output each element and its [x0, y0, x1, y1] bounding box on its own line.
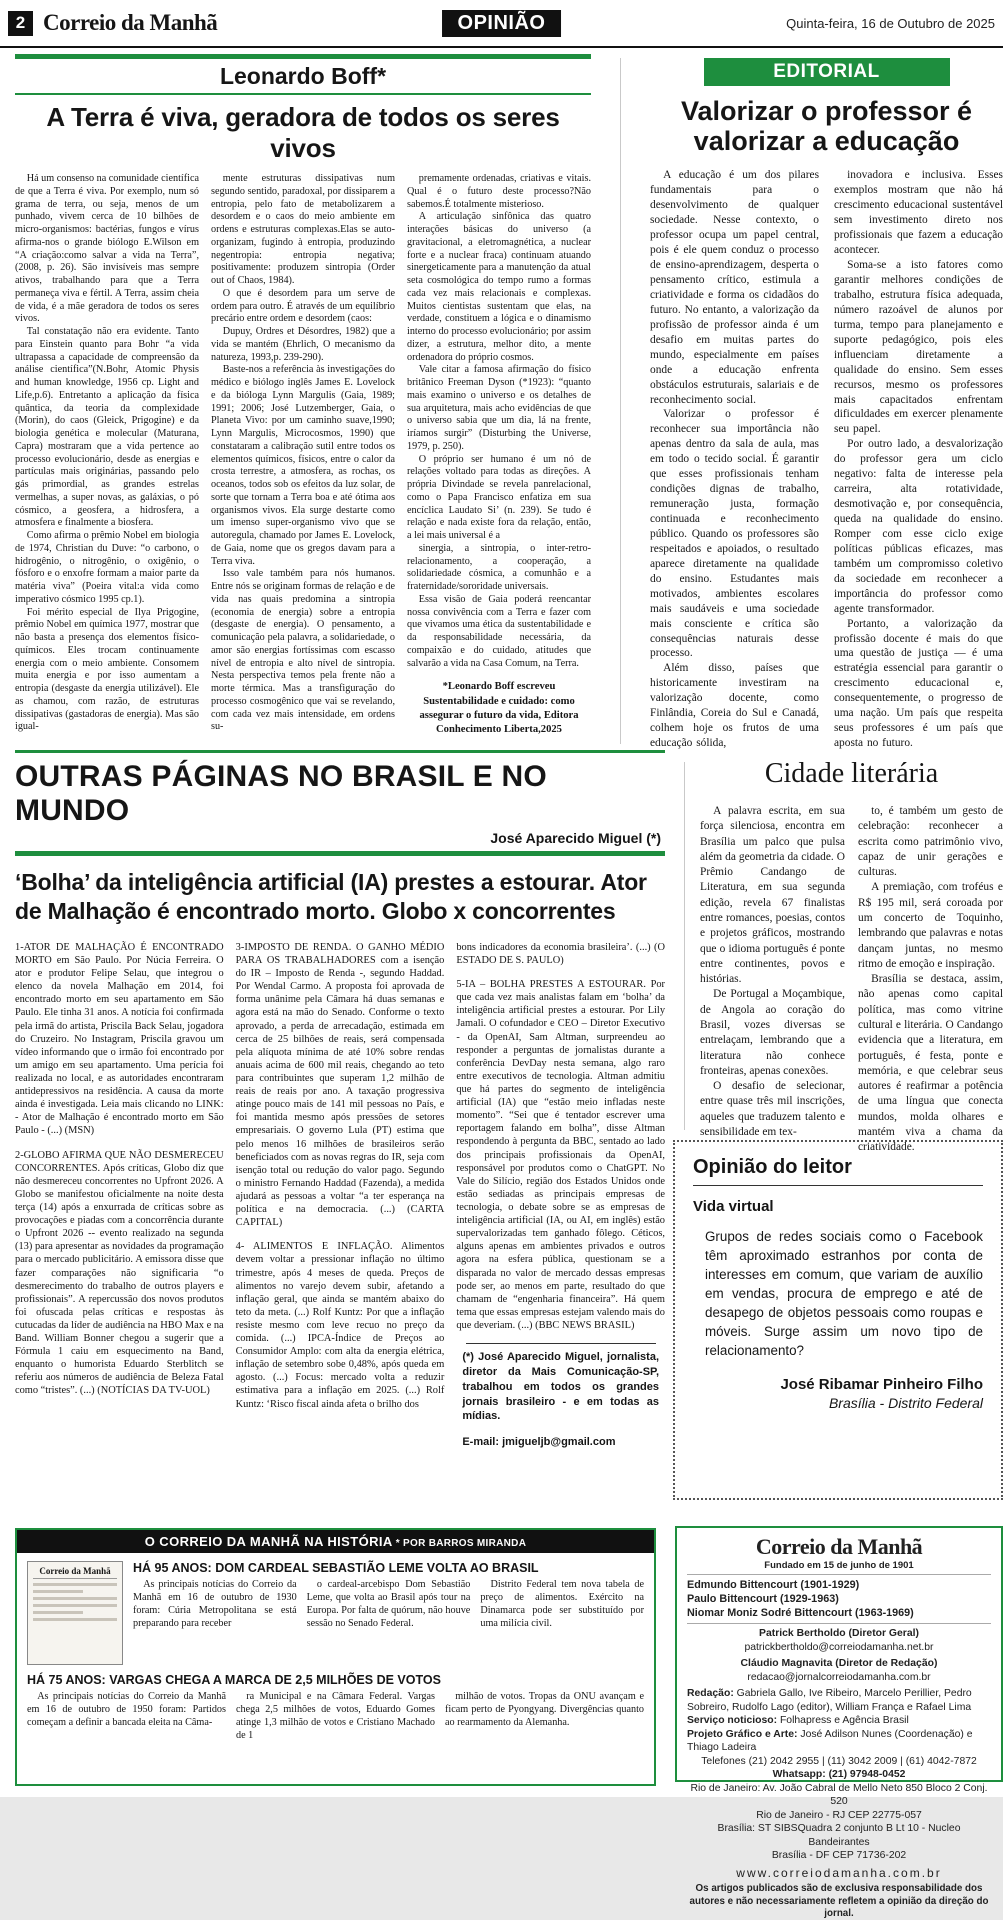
history-box-author: * POR BARROS MIRANDA: [392, 1538, 527, 1549]
green-rule: [15, 54, 591, 59]
editorial-headline: Valorizar o professor é valorizar a educação: [680, 96, 973, 157]
green-rule: [15, 93, 591, 95]
history-front-page-thumbnail: [27, 1561, 123, 1665]
article-column-text: bons indicadores da economia brasileira’. (...) (O ESTADO DE S. PAULO) 5-IA – BOLHA PRESTES A ESTOURAR. Por que cada vez mais analistas falam em ‘bolha’ da inteligência artificial prestes a estourar. Por Lily Jamali. O cofundador e CEO – Diretor Executivo - da OpenAI, Sam Altman, surpreendeu ao responder a perguntas de jornalistas durante a conferência DevDay nesta semana, algo raro entre executivos de tecnologia. Altman admitiu que há partes do segmento de inteligência artificial (IA) que “estão meio infladas neste momento”. “Sei que é tentador escrever uma reportagem falando em bolha”, disse Altman respondendo à pergunta da BBC, sentado ao lado dos principais profissionais da OpenAI, responsável por produtos como o ChatGPT. No Vale do Silício, região dos Estados Unidos onde estão sediadas as principais empresas de tecnologia, o debate sobre se as empresas de inteligência artificial (IA, ou AI, em inglês) estão supervalorizadas tem ganhado fôlego. Céticos, alguns apenas em ambientes privados e outros agora na esfera pública, questionam se a disparada no valor de mercado dessas empresas pode ser, ao menos em parte, resultado do que chamam de “engenharia financeira”. Há quem tema que essas empresas estejam valendo mais do que deveriam. (...) (BBC NEWS BRASIL): [456, 941, 666, 1331]
article-cidade-literaria: [700, 752, 1003, 1154]
masthead-address-bsb: Brasília: ST SIBSQuadra 2 conjunto B Lt 10 - Nucleo Bandeirantes: [717, 1823, 961, 1848]
edition-date: Quinta-feira, 16 de Outubro de 2025: [786, 15, 995, 31]
masthead-phones: Telefones (21) 2042 2955 | (11) 3042 2009 | (61) 4042-7872: [701, 1755, 977, 1767]
history-column: milhão de votos. Tropas da ONU avançam e ficam perto de Pyongyang. Divergências quanto ao rearmamento da Alemanha.: [445, 1691, 644, 1728]
thumbnail-texture: [33, 1597, 117, 1600]
masthead-brand: Correio da Manhã: [755, 1534, 923, 1559]
article-footnote: [456, 1350, 665, 1450]
masthead-design: Projeto Gráfico e Arte: José Adilson Nunes (Coordenação) e Thiago Ladeira: [687, 1728, 973, 1754]
article-column: [407, 173, 591, 785]
article-headline: ‘Bolha’ da inteligência artificial (IA) prestes a estourar. Ator de Malhação é encontrado morto. Globo x concorrentes: [15, 869, 647, 925]
green-rule: [15, 750, 665, 753]
article-column: mente estruturas dissipativas num segundo sentido, paradoxal, por dissiparem a entropia, pelo fato de metabolizarem a desordem e o caos do meio ambiente em ordens e estruturas complexas.Elas se auto-organizam, fugindo à entropia, produzindo negentropia: entropia negativa; positivamente: produzem sintropia (Order out of Chaos, 1984). O que é desordem para um serve de ordem para outro. É através de um equilíbrio precário entre ordem e desordem (caos: Dupuy, Ordres et Désordres, 1982) que a vida se mantém (Ehrlich, O mecanismo da natureza, 1993,p. 239-290). Baste-nos a referência às investigações do médico e biólogo inglês James E. Lovelock e da bióloga Lynn Margulis (Gaia, 1989; 1991; 2006; José Lutzemberger, Gaia, o Planeta Vivo: por um caminho suave,1990; Lynn Margulis, Microcosmos, 1990) que constataram a calibração sutil entre todos os elementos químicos, físicos, entre o calor da crosta terrestre, a atmosfera, as rochas, os oceanos, todos sob os efeitos da luz solar, de sorte que tornam a Terra boa e até ótima aos organismos vivos. Ela surge destarte como um imenso super-organismo vivo que se autoregula, chamado por James E. Lovelock, de Gaia, nome que os gregos davam para a Terra viva. Isso vale também para nós humanos. Entre nós se originam formas de relação e de vida nas quais predomina a sintropia (economia de energia) sobre a entropia (desgaste de energia). O pensamento, a comunicação pela palavra, a solidariedade, o amor são energias fortíssimas com escasso nível de entropia e alto nível de sintropia. Nesta perspectiva temos pela frente não a morte térmica. Mas a transfiguração do processo cosmogênico que vai se revelando, com cada vez mais intensidade, em ordens su-: [211, 173, 395, 733]
history-column: Distrito Federal tem nova tabela de preço de alimentos. Exército na Dinamarca pode ser substituído por uma milícia civil.: [480, 1579, 645, 1629]
thumbnail-texture: [33, 1611, 83, 1614]
thumbnail-texture: [33, 1590, 83, 1593]
article-column: Há um consenso na comunidade científica de que a Terra é viva. Por exemplo, num só grama de terra, ou seja, menos de um punhado, vivem cerca de 10 bilhões de micro-organismos: bactérias, fungos e vírus afirma-nos o grande biólogo E.Wilson em “A criação:como salvar a vida na Terra”, (2008, p. 26). São invisíveis mas sempre ativos, trabalhando para que a Terra permaneça viva e fértil. A Terra, assim cheia de vida, é a mãe geradora de todos os seres vivos. Tal constatação não era evidente. Tanto para Einstein quanto para Bohr “a vida ultrapassa a capacidade de compreensão da análise científica”(N.Bohr, Atomic Physis and human knowledge, 1956 cp. Light and Life,p.6). Entretanto a aplicação da física quântica, da teoria da complexidade (Morin), do caos (Gleick, Prigogine) e da biologia genética e molecular (Maturana, Capra) mostraram que a vida pertence ao processo evolucionário, desde as energias e partículas mais originárias, passando pelo gás primordial, as grandes estrelas vermelhas, a super novas, as galáxias, o pó cósmico, a geosfera, a hidrosfera, a atmosfera e finalmente a biosfera. Como afirma o prêmio Nobel em biologia de 1974, Christian du Duve: “o carbono, o hidrogênio, o nitrogênio, o oxigênio, o fósforo e o enxofre formam a maior parte da matéria viva” (Poeira vital:a vida como imperativo cósmico 1995 cp.1). Foi mérito especial de Ilya Prigogine, prêmio Nobel em química 1977, mostrar que não basta a presença dos elementos físico-químicos. Eles trocam continuamente energia com o meio ambiente. Consomem muita energia e por isso aumentam a entropia (desgaste da energia utilizável). Ele as chamou, com razão, de estruturas dissipativas (gastadoras de energia). Mas são igual-: [15, 173, 199, 733]
masthead-whatsapp: Whatsapp: (21) 97948-0452: [772, 1769, 906, 1781]
founder-name: Niomar Moniz Sodré Bittencourt (1963-1969): [687, 1607, 914, 1620]
section-byline: José Aparecido Miguel (*): [490, 830, 661, 846]
divider: [687, 1574, 991, 1575]
masthead-box: [675, 1526, 1003, 1919]
founder-name: Paulo Bittencourt (1929-1963): [687, 1593, 839, 1606]
page-number: 2: [8, 11, 33, 36]
article-column-text: premamente ordenadas, criativas e vitais. Qual é o futuro deste processo?Não sabemos.É totalmente misterioso. A articulação sinfônica das quatro interações básicas do universo (a gravitacional, a eletromagnética, a nuclear forte e a nuclear fraca) continuam atuando sinergeticamente para a manutenção da atual seta cosmológica do tempo rumo a formas cada vez mais relacionais e complexas. Muitos cientistas sustentam que elas, na verdade, constituem a lógica e o dinamismo interno do processo evolucionário; por assim dizer, a estrutura, melhor dito, a mente ordenadora do próprio cosmos. Vale citar a famosa afirmação do físico britânico Freeman Dyson (*1923): “quanto mais examino o universo e os detalhes de sua arquitetura, mais acho evidências de que o universo sabia que um dia, lá na frente, iríamos surgir” (Disturbing the Universe, 1979, p. 250). O próprio ser humano é um nó de relações voltado para todas as direções. A própria Divindade se revela panrelacional, como o Papa Francisco enfatiza em sua encíclica Laudato Si’ (n. 239). Se tudo é relação e nada existe fora da relação, então, a lei mais universal é a sinergia, a sintropia, o inter-retro-relacionamento, a cooperação, a solidariedade cósmica, a comunhão e a fraternidade/sororidade universais. Essa visão de Gaia poderá reencantar nossa convivência com a Terra e fazer com que vivamos uma ética da sustentabilidade e da responsabilidade necessária, da compaixão e do cuidado, atitudes que salvarão a vida na Casa Comum, na Terra.: [407, 173, 591, 669]
history-item-title: HÁ 75 ANOS: VARGAS CHEGA A MARCA DE 2,5 MILHÕES DE VOTOS: [27, 1673, 441, 1687]
editor-email: redacao@jornalcorreiodamanha.com.br: [747, 1671, 931, 1683]
masthead-staff: Redação: Gabriela Gallo, Ive Ribeiro, Marcelo Perillier, Pedro Sobreiro, Rudolfo Lago (editor), William França e Rafael Lima: [687, 1688, 972, 1713]
section-title: OUTRAS PÁGINAS NO BRASIL E NO MUNDO: [15, 760, 547, 827]
footnote-rule: [466, 1343, 656, 1344]
masthead-address-rio2: Rio de Janeiro - RJ CEP 22775-057: [756, 1809, 922, 1821]
box-title: Opinião do leitor: [693, 1156, 852, 1178]
divider: [687, 1623, 991, 1624]
thumbnail-texture: [33, 1583, 117, 1586]
letter-body: Grupos de redes sociais como o Facebook têm aproximado estranhos por conta de interesses em comum, que variam de auxílio em vendas, procura de emprego e até de desapego de objetos pessoais como roupas e móveis. Surge assim um novo tipo de relacionamento?: [705, 1229, 983, 1359]
footnote-email: E-mail: jmigueljb@gmail.com: [462, 1436, 616, 1449]
masthead-disclaimer: Os artigos publicados são de exclusiva responsabilidade dos autores e não necessariamente refletem a opinião da direção do jornal.: [689, 1883, 989, 1919]
letter-location: Brasília - Distrito Federal: [828, 1395, 983, 1412]
green-rule: [15, 851, 665, 856]
divider: [693, 1185, 983, 1186]
masthead-address-bsb2: Brasília - DF CEP 71736-202: [771, 1850, 907, 1862]
editorial-label: EDITORIAL: [704, 58, 950, 86]
editor-name: Cláudio Magnavita (Diretor de Redação): [740, 1658, 938, 1670]
history-box-title: O CORREIO DA MANHÃ NA HISTÓRIA: [144, 1534, 393, 1549]
history-column: As principais notícias do Correio da Manhã em 16 de outubro de 1950 foram: Partidos começam a definir a bancada eleita na Câma-: [27, 1691, 226, 1728]
footnote-text: (*) José Aparecido Miguel, jornalista, diretor da Mais Comunicação-SP, trabalhou em todos os grandes jornais brasileiro - e em todas as mídias.: [462, 1351, 660, 1423]
history-column: As principais notícias do Correio da Manhã em 16 de outubro de 1930 foram: Cúria Metropolitana se está preparando para receber: [133, 1579, 297, 1629]
page-header: [0, 0, 1003, 48]
history-box: [15, 1528, 656, 1786]
director-email: patrickbertholdo@correiodamanha.net.br: [744, 1641, 934, 1653]
history-box-header: [17, 1530, 654, 1553]
masthead-website: www.correiodamanha.com.br: [736, 1865, 942, 1880]
history-column: ra Municipal e na Câmara Federal. Vargas chega 2,5 milhões de votos, Eduardo Gomes atinge 1,3 milhão de votos e Cristiano Machado de 1: [236, 1691, 435, 1741]
masthead-address-rio: Rio de Janeiro: Av. João Cabral de Mello Neto 850 Bloco 2 Conj. 520: [690, 1782, 988, 1808]
article-author: Leonardo Boff*: [219, 63, 387, 89]
article-column: A educação é um dos pilares fundamentais para o desenvolvimento de qualquer sociedade. Nesse contexto, o professor ocupa um papel central, pois é ele quem conduz o processo de ensino-aprendizagem, desperta o pensamento crítico, estimula a criatividade e forma os cidadãos do futuro. No entanto, a valorização da profissão de professor ainda é um desafio em muitas partes do mundo, especialmente em países onde a educação enfrenta obstáculos estruturais, salariais e de reconhecimento social. Valorizar o professor é reconhecer sua importância não apenas dentro da sala de aula, mas em todo o tecido social. É garantir que esses profissionais tenham condições dignas de trabalho, remuneração justa, formação continuada e reconhecimento público. Quando os professores são respeitados e apoiados, o resultado aparece diretamente na qualidade do ensino. Estudantes mais motivados, ambientes escolares mais saudáveis e uma sociedade mais consciente e crítica são consequências naturais desse processo. Além disso, países que historicamente investiram na valorização docente, como Finlândia, Coreia do Sul e Canadá, colhem hoje os frutos de uma educação sólida,: [650, 169, 819, 750]
masthead-news-service: Serviço noticioso: Folhapress e Agência Brasil: [687, 1715, 909, 1727]
section-label: OPINIÃO: [442, 10, 562, 37]
letter-signature: José Ribamar Pinheiro Filho: [780, 1376, 983, 1394]
history-item-title: HÁ 95 ANOS: DOM CARDEAL SEBASTIÃO LEME VOLTA AO BRASIL: [133, 1561, 539, 1575]
reader-opinion-box: [673, 1140, 1003, 1500]
director-name: Patrick Bertholdo (Diretor Geral): [759, 1628, 919, 1640]
thumbnail-masthead: Correio da Manhã: [33, 1566, 117, 1579]
article-headline: Cidade literária: [764, 758, 939, 789]
article-outras-paginas: [15, 750, 665, 1489]
letter-title: Vida virtual: [693, 1198, 774, 1215]
article-column: to, é também um gesto de celebração: reconhecer a escrita como patrimônio vivo, capaz de unir gerações e culturas. A premiação, com troféus e R$ 195 mil, será coroada por um concerto de Toquinho, lembrando que palavras e notas dançam juntas, no mesmo ritmo de emoção e inspiração. Brasília se destaca, assim, não apenas como capital política, mas como vitrine cultural e literária. O Candango evidencia que a literatura, em português, é festa, ponte e memória, e que celebrar seus autores é reafirmar a potência de uma língua que conecta mundos, molda olhares e mantém viva a chama da criatividade.: [858, 805, 1003, 1154]
column-divider: [684, 762, 685, 1130]
masthead-founded: Fundado em 15 de junho de 1901: [764, 1560, 914, 1571]
founder-name: Edmundo Bittencourt (1901-1929): [687, 1579, 860, 1591]
masthead-founders: [687, 1578, 991, 1620]
thumbnail-texture: [33, 1618, 117, 1621]
history-column: o cardeal-arcebispo Dom Sebastião Leme, que volta ao Brasil após tour na Europa. Por falta de quórum, não houve sessão no Senado Federal.: [306, 1579, 471, 1629]
column-divider: [620, 58, 621, 744]
article-column: [456, 941, 665, 1489]
article-column: inovadora e inclusiva. Esses exemplos mostram que não há crescimento educacional sustentável sem investimento direto nos profissionais que fazem a educação acontecer. Soma-se a isto fatores como garantir melhores condições de trabalho, estrutura física adequada, número razoável de alunos por turma, tempo para planejamento e suporte pedagógico, pois eles influenciam diretamente a qualidade do ensino. Sem esses recursos, mesmo os professores mais capacitados enfrentam dificuldades em exercer plenamente seu papel. Por outro lado, a desvalorização do professor gera um ciclo negativo: falta de interesse pela carreira, alta rotatividade, desmotivação e, por consequência, queda na qualidade do ensino. Romper com esse ciclo exige políticas públicas eficazes, mas também um compromisso coletivo da sociedade em reconhecer a importância do professor como agente transformador. Portanto, a valorização da profissão docente é mais do que uma questão de justiça — é uma estratégia essencial para garantir o crescimento educacional e, consequentemente, o progresso de uma nação. Um país que respeita seus professores é um país que aposta no futuro.: [834, 169, 1003, 750]
article-credit: *Leonardo Boff escreveu Sustentabilidade e cuidado: como assegurar o futuro da vida, Editora Conhecimento Liberta,2025: [419, 681, 579, 736]
article-headline: A Terra é viva, geradora de todos os seres vivos: [46, 102, 560, 163]
newspaper-brand: Correio da Manhã: [43, 10, 218, 35]
article-column: A palavra escrita, em sua força silenciosa, encontra em Brasília um palco que pulsa além da geometria da cidade. O Prêmio Candango de Literatura, em sua segunda edição, revela 67 finalistas entre romances, poesias, contos e projetos gráficos, mostrando que o idioma português é ponte entre continentes, povos e histórias. De Portugal a Moçambique, de Angola ao coração do Brasil, vozes diversas se entrelaçam, lembrando que a literatura não conhece fronteiras, apenas conexões. O desafio de selecionar, entre quase três mil inscrições, aqueles que traduzem talento e sensibilidade em tex-: [700, 805, 845, 1138]
article-boff: [15, 54, 591, 785]
article-column: 1-ATOR DE MALHAÇÃO É ENCONTRADO MORTO em São Paulo. Por Núcia Ferreira. O ator e produtor Felipe Selau, que integrou o elenco da novela Malhação em 2014, foi encontrado morto em seu apartamento em São Paulo. Ele tinha 31 anos. A notícia foi confirmada pela irmã do artista, Priscila Back Selau, jogadora do Cruzeiro. No Instagram, Priscila gravou um vídeo informando que o irmão foi encontrado por um amigo em seu apartamento. Uma perícia foi realizada no local, e as autoridades encontraram antidepressivos na residência. A causa da morte ainda é investigada. Leia mais clicando no LINK: - Ator de Malhação é encontrado morto em São Paulo - (...) (MSN) 2-GLOBO AFIRMA QUE NÃO DESMERECEU CONCORRENTES. Após críticas, Globo diz que não desmereceu concorrentes no Upfront 2026. A Globo se manifestou oficialmente na noite desta terça (14) após a enxurrada de críticas sobre as provocações e piadas com a concorrência durante o Upfront 2026 -- evento realizado na segunda (13) para apresentar as novidades da programação para o mercado publicitário. A emissora disse que fazer comparações não significaria “o desmerecimento do trabalho de outros players e profissionais”. A repercussão dos novos produtos foi ofuscada pelas críticas e respostas às cutucadas da líder de audiência na HBO Max e na Band. William Bonner chegou a sugerir que a Fórmula 1 caiu em esquecimento na Band, enquanto o humorista Eduardo Sterblitch se referiu aos números de audiência de Beleza Fatal como “tristes”. (...) (NOTÍCIAS DA TV-UOL): [15, 941, 224, 1397]
article-column: 3-IMPOSTO DE RENDA. O GANHO MÉDIO PARA OS TRABALHADORES com a isenção do IR – Imposto de Renda -, segundo Haddad. Por Wendal Carmo. A proposta foi aprovada de forma unânime pela Câmara há duas semanas e agora está na mão do Senado. Conforme o texto aprovado, a perda de arrecadação, estimada em cerca de 25 bilhões de reais, será compensada pela alíquota mínima de até 10% sobre rendas anuais acima de 600 mil reais, chegando ao teto para contribuintes que superam 1,2 milhão de reais de reais por ano. A taxação progressiva atinge pouco mais de 141 mil pessoas no País, e foi mantida mesmo após pressões de setores empresariais. O governo Lula (PT) estima que pelo menos 16 milhões de brasileiros serão beneficiados com as novas regras do IR, seja com isenção total ou redução do valor pago. Segundo o ministro Fernando Haddad (Fazenda), a medida ajudará as pessoas a voltar “a ter esperança na política e na democracia. (...) (CARTA CAPITAL) 4- ALIMENTOS E INFLAÇÃO. Alimentos devem voltar a pressionar inflação no último trimestre, após 4 meses de queda. Preços de alimentos no varejo devem subir, afetando a inflação geral, que ainda se mantém abaixo do teto da meta. (...) Rolf Kuntz: Por que a inflação resiste mesmo com leve recuo no preço da comida. (...) IPCA-Índice de Preços ao Consumidor Amplo: com alta da energia elétrica, inflação de setembro sobe 0,48%, após queda em agosto. (...) Focus: mercado volta a reduzir estimativa para a inflação em 2025. (...) Rolf Kuntz: ‘Risco fiscal ainda afeta o brilho dos: [235, 941, 445, 1410]
thumbnail-texture: [33, 1604, 117, 1607]
editorial-section: [650, 58, 1003, 750]
